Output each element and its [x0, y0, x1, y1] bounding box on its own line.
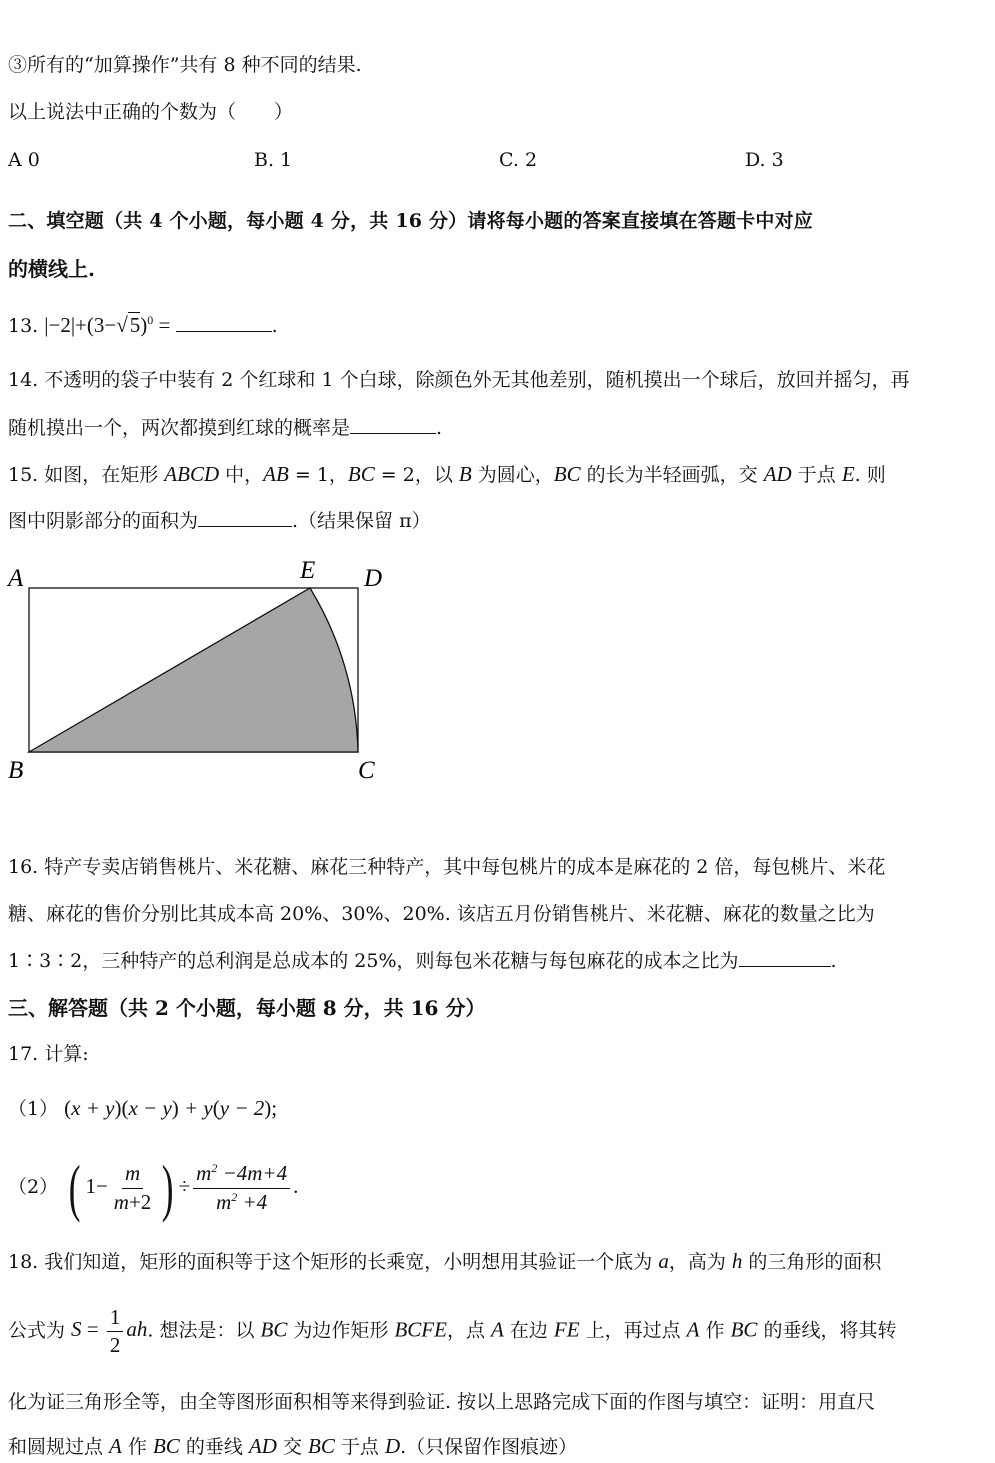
q18-text-2j: 上，再过点: [579, 1319, 687, 1342]
q18-base-a: a: [658, 1249, 669, 1273]
q18-text-2d: 为边作矩形: [287, 1319, 395, 1342]
label-e: E: [300, 557, 316, 584]
label-d: D: [364, 565, 383, 592]
q12-statement-3: ③所有的“加算操作”共有 8 种不同的结果.: [8, 54, 362, 76]
q18-bc-2: BC: [730, 1317, 758, 1342]
label-c: C: [358, 757, 375, 784]
q12-option-d: D. 3: [745, 149, 784, 171]
q15-figure: [0, 548, 420, 798]
q18-ad: AD: [248, 1434, 277, 1458]
q13: [8, 313, 278, 338]
label-a: A: [8, 565, 24, 592]
q17-part2-label: （2）: [8, 1175, 59, 1198]
q15-text-g: = 2，以: [374, 464, 459, 486]
q18-bc-1: BC: [260, 1317, 288, 1342]
q15-rect-name: ABCD: [164, 462, 220, 486]
q16-answer-blank[interactable]: [739, 949, 831, 967]
q18-text-4e: 的垂线: [179, 1436, 249, 1458]
q18-text-2l: 作: [699, 1319, 731, 1342]
q16-tail: .: [830, 950, 837, 973]
q14-line2-text: 随机摸出一个，两次都摸到红球的概率是: [8, 417, 351, 440]
q15-text-m: 于点: [791, 464, 842, 486]
q18-point-a-2: A: [686, 1317, 700, 1342]
q18-height-h: h: [731, 1249, 743, 1273]
q18-rect-bcfe: BCFE: [394, 1317, 447, 1342]
q15-answer-blank[interactable]: [198, 509, 292, 527]
section3-heading: 三、解答题（共 2 个小题，每小题 8 分，共 16 分）: [8, 996, 486, 1020]
q18-area-formula: S = $\frac{1}{2}$ ah: [71, 1305, 148, 1358]
q18-text-2n: 的垂线，将其转: [757, 1319, 897, 1342]
q18-text-2b: . 想法是：以: [147, 1319, 261, 1342]
q15-line2-tail: .（结果保留 π）: [292, 510, 431, 533]
q15-text-o: . 则: [854, 464, 886, 486]
label-b: B: [8, 757, 24, 784]
q18-text-2a: 公式为: [8, 1319, 72, 1342]
q18-text-4c: 作: [121, 1436, 153, 1458]
q17-part1-label: （1）: [8, 1098, 59, 1120]
q18-point-a-1: A: [491, 1317, 504, 1342]
q13-expression: $|-2|+(3-√5)^0$ =: [44, 313, 176, 337]
q18-fe: FE: [553, 1317, 580, 1342]
q13-number: 13.: [8, 315, 39, 337]
q17-intro: 17. 计算:: [8, 1043, 89, 1065]
q17-part2-expression: ( 1− $\frac{m}{m+2}$ ) ÷ $\frac{m^2 -4m+4}{m^2 +4}$ .: [68, 1152, 299, 1223]
q18-point-a-3: A: [109, 1434, 122, 1458]
q13-answer-blank[interactable]: [176, 314, 272, 332]
q12-option-b: B. 1: [254, 149, 293, 171]
q15-line2: [8, 509, 431, 533]
q18-text-2f: ，点: [446, 1319, 491, 1342]
q18-text-a: 18. 我们知道，矩形的面积等于这个矩形的长乘宽，小明想用其验证一个底为: [8, 1251, 659, 1273]
q17-part1-expression: (x + y)(x − y) + y(y − 2);: [64, 1096, 278, 1120]
q18-text-c: ，高为: [668, 1251, 732, 1273]
q15-text-e: = 1，: [288, 464, 348, 486]
q16-line2: 糖、麻花的售价分别比其成本高 20%、30%、20%. 该店五月份销售桃片、米花糖、麻花的数量之比为: [8, 903, 875, 925]
q18-line1: [8, 1249, 881, 1274]
shaded-sector-region: [29, 588, 358, 752]
q18-text-4g: 交: [276, 1436, 308, 1458]
q18-line3: 化为证三角形全等，由全等图形面积相等来得到验证. 按以上思路完成下面的作图与填空：证明：用直尺: [8, 1391, 876, 1413]
q12-prompt: 以上说法中正确的个数为（ ）: [8, 101, 294, 123]
q13-tail: .: [271, 315, 278, 337]
q15-ad: AD: [763, 462, 792, 486]
q17-part1: [8, 1096, 277, 1121]
q18-text-2h: 在边: [503, 1319, 554, 1342]
q18-point-d: D: [384, 1434, 401, 1458]
q14-line2: [8, 416, 442, 440]
q18-text-4k: .（只保留作图痕迹）: [400, 1436, 578, 1458]
q15-center-b: B: [458, 462, 472, 486]
q15-point-e: E: [841, 462, 855, 486]
section2-heading-line1: 二、填空题（共 4 个小题，每小题 4 分，共 16 分）请将每小题的答案直接填在答题卡中对应: [8, 210, 813, 232]
q18-bc-4: BC: [308, 1434, 335, 1458]
section2-heading-line2: 的横线上.: [8, 257, 95, 281]
q18-bc-3: BC: [152, 1434, 180, 1458]
q16-line3-text: 1∶3∶2，三种特产的总利润是总成本的 25%，则每包米花糖与每包麻花的成本之比为: [8, 950, 739, 973]
q16-line3: [8, 949, 837, 973]
q12-option-c: C. 2: [499, 149, 538, 171]
q17-part2: [8, 1152, 299, 1223]
q18-text-4a: 和圆规过点: [8, 1436, 110, 1458]
q15-text-a: 15. 如图，在矩形: [8, 464, 165, 486]
q14-tail: .: [436, 417, 443, 440]
q18-line2: [8, 1306, 896, 1357]
q12-option-a: A 0: [8, 149, 40, 171]
q15-ab: AB: [263, 462, 289, 486]
q15-line1: [8, 462, 886, 487]
q14-line1: 14. 不透明的袋子中装有 2 个红球和 1 个白球，除颜色外无其他差别，随机摸出一个球后，放回并摇匀，再: [8, 369, 910, 391]
q18-text-4i: 于点: [334, 1436, 385, 1458]
q14-answer-blank[interactable]: [350, 416, 436, 434]
q15-text-k: 的长为半轻画弧，交: [580, 464, 764, 486]
q15-text-c: 中，: [219, 464, 264, 486]
q15-text-i: 为圆心，: [471, 464, 554, 486]
q15-bc: BC: [347, 462, 375, 486]
q16-line1: 16. 特产专卖店销售桃片、米花糖、麻花三种特产，其中每包桃片的成本是麻花的 2 倍，每包桃片、米花: [8, 856, 886, 878]
q18-text-e: 的三角形的面积: [742, 1251, 882, 1273]
q15-radius-bc: BC: [553, 462, 581, 486]
q18-line4: [8, 1434, 577, 1459]
q15-line2-text: 图中阴影部分的面积为: [8, 510, 199, 533]
